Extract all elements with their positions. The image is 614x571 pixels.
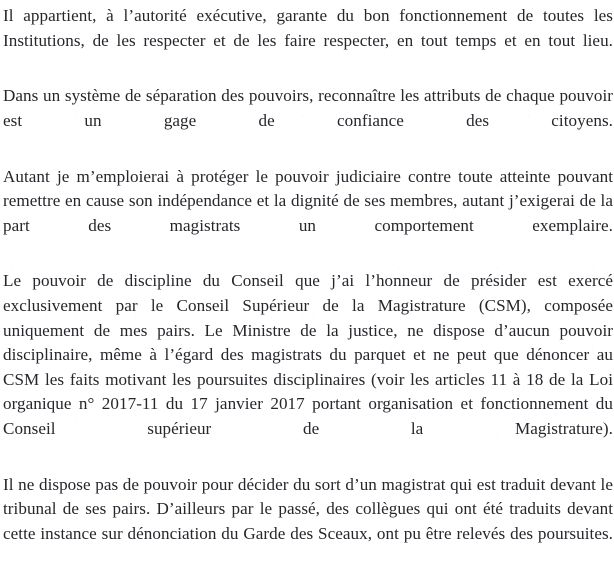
body-paragraph: Dans un système de séparation des pouvoirs, reconnaître les attributs de chaque pouvoir est un gage de confiance des citoyens. [3, 86, 613, 130]
body-paragraph: Le pouvoir de discipline du Conseil que j’ai l’honneur de présider est exercé exclusivement par le Conseil Supérieur de la Magistrature (CSM), composée uniquement de mes pairs. Le Ministre de la justice, ne dispose d’aucun pouvoir disciplinaire, même à l’égard des magistrats du parquet et ne peut que dénoncer au CSM les faits motivant les poursuites disciplinaires (voir les articles 11 à 18 de la Loi organique n° 2017-11 du 17 janvier 2017 portant organisation et fonctionnement du Conseil supérieur de la Magistrature). [3, 271, 613, 438]
body-paragraph: Autant je m’emploierai à protéger le pouvoir judiciaire contre toute atteinte pouvant remettre en cause son indépendance et la dignité de ses membres, autant j’exigerai de la part des magistrats un comportement exemplaire. [3, 166, 613, 235]
body-paragraph: Il appartient, à l’autorité exécutive, garante du bon fonctionnement de toutes les Institutions, de les respecter et de les faire respecter, en tout temps et en tout lieu. [3, 6, 613, 50]
body-paragraph: Il ne dispose pas de pouvoir pour décider du sort d’un magistrat qui est traduit devant le tribunal de ses pairs. D’ailleurs par le passé, des collègues qui ont été traduits devant cette instance sur dénonciation du Garde des Sceaux, ont pu être relevés des poursuites. [3, 474, 613, 543]
